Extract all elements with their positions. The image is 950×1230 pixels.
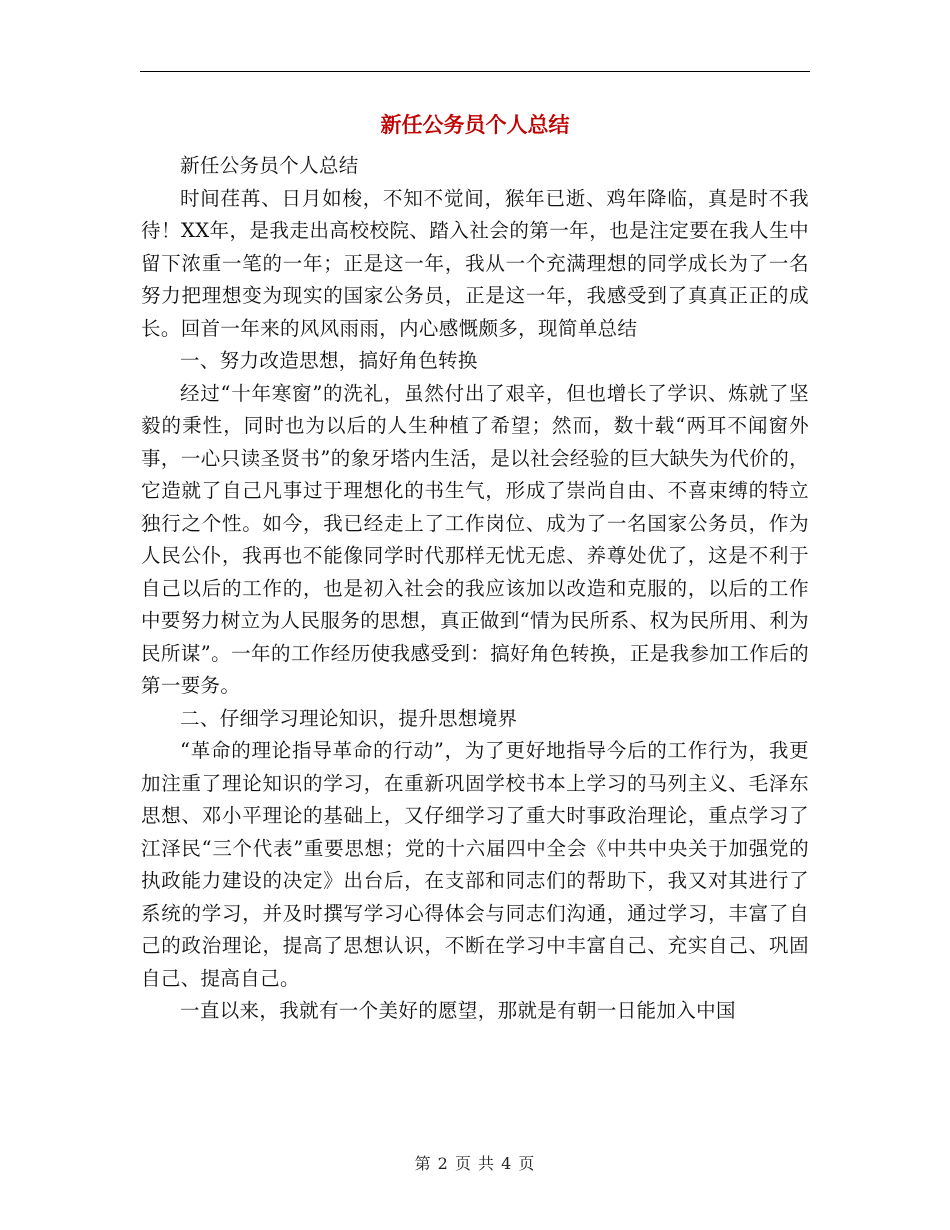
section-heading-2: 二、仔细学习理论知识，提升思想境界 [180,706,518,730]
section-heading-1: 一、努力改造思想，搞好角色转换 [180,349,478,372]
body-paragraph-3: 一直以来，我就有一个美好的愿望，那就是有朝一日能加入中国 [180,999,736,1022]
body-paragraph-2: “革命的理论指导革命的行动”，为了更好地指导今后的工作行为，我更加注重了理论知识的学习，在重新巩固学校书本上学习的马列主义、毛泽东思想、邓小平理论的基础上，又仔细学习了重大时事政治理论，重点学习了江泽民“三个代表”重要思想；党的十六届四中全会《中共中央关于加强党的执政能力建设的决定》出台后，在支部和同志们的帮助下，我又对其进行了系统的学习，并及时撰写学习心得体会与同志们沟通，通过学习，丰富了自己的政治理论，提高了思想认识，不断在学习中丰富自己、充实自己、巩固自己、提高自己。 [141,739,809,990]
header-rule [140,71,810,72]
intro-paragraph: 时间荏苒、日月如梭，不知不觉间，猴年已逝、鸡年降临，真是时不我待！XX年，是我走出高校校院、踏入社会的第一年，也是注定要在我人生中留下浓重一笔的一年；正是这一年，我从一个充满理想的同学成长为了一名努力把理想变为现实的国家公务员，正是这一年，我感受到了真真正正的成长。回首一年来的风风雨雨，内心感慨颇多，现简单总结 [141,186,809,340]
page-number-footer [0,1152,950,1176]
page-number-label: 第 2 页 共 4 页 [414,1154,536,1173]
document-title: 新任公务员个人总结 [380,113,570,137]
subtitle-paragraph: 新任公务员个人总结 [180,154,359,177]
document-body [141,150,809,1028]
body-paragraph-1: 经过“十年寒窗”的洗礼，虽然付出了艰辛，但也增长了学识、炼就了坚毅的秉性，同时也为以后的人生种植了希望；然而，数十载“两耳不闻窗外事，一心只读圣贤书”的象牙塔内生活，是以社会经验的巨大缺失为代价的，它造就了自己凡事过于理想化的书生气，形成了崇尚自由、不喜束缚的特立独行之个性。如今，我已经走上了工作岗位、成为了一名国家公务员，作为人民公仆，我再也不能像同学时代那样无忧无虑、养尊处优了，这是不利于自己以后的工作的，也是初入社会的我应该加以改造和克服的，以后的工作中要努力树立为人民服务的思想，真正做到“情为民所系、权为民所用、利为民所谋”。一年的工作经历使我感受到：搞好角色转换，正是我参加工作后的第一要务。 [141,381,809,697]
